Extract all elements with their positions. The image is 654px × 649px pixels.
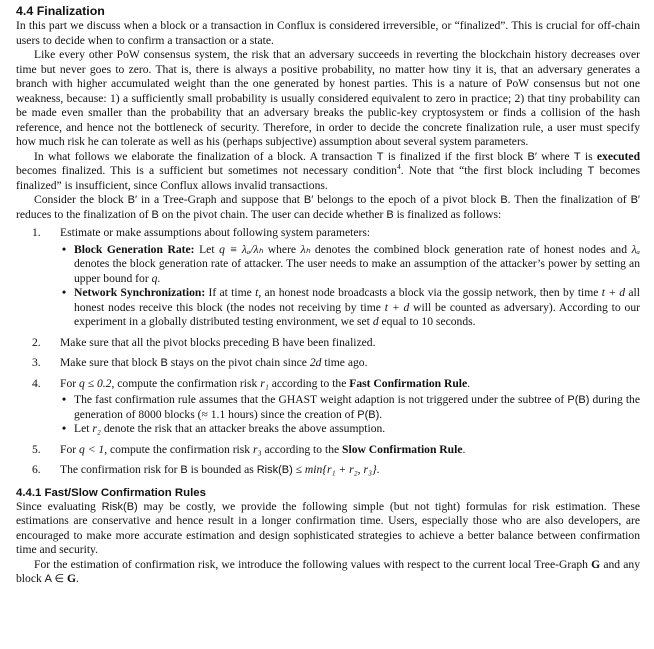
list-item-step-3: 3. Make sure that block B stays on the pivot chain since 2d time ago. (32, 356, 368, 369)
fast-rule-bullets (60, 393, 640, 437)
list-item-step-5: 5. For q < 1, compute the confirmation risk r₃ according to the Slow Confirmation Rule. (32, 442, 466, 456)
paragraph-risk-estimation: Since evaluating Risk(B) may be costly, we provide the following simple (but not tight) formulas for risk estimation. These estimations are conservative and hence result in a longer confirmation time. Users, especially those who are also developers, are encouraged to make more accurate estimation and design sophisticated strategies to achieve a better balance between confirmation time and security. (16, 499, 640, 556)
section-number: 4.4 (16, 4, 34, 18)
list-item-step-6: 6. The confirmation risk for B is bounded as Risk(B) ≤ min{r₁ + r₂, r₃}. (32, 463, 380, 476)
symbol-T: T (376, 150, 384, 163)
paragraph-pow-risk: Like every other PoW consensus system, the risk that an adversary succeeds in reverting the blockchain history decreases over time but never goes to zero. That is, there is always a positive probability, no matter how tiny it is, that an adversary generates a branch with higher accumulated weight than the one generated by honest parties. This is a nature of PoW consensus but not one weakness, because: 1) a sufficiently small probability is usually considered equivalent to zero in practice; 2) that tiny probability can be made even smaller than the probability that an adversary breaks the public-key cryptosystem or finds a collision of the hash reference, and hence not the bottleneck of security. Therefore, in order to decide the concrete finalization rule, a user must specify how much risk he can tolerate as well as his (perhaps subjective) assumption about several system parameters. (16, 48, 640, 148)
parameter-bullets (60, 243, 640, 330)
subsection-heading (16, 486, 640, 500)
bullet-block-generation-rate: • Block Generation Rate: Let q ≡ λₐ/λₕ where λₕ denotes the combined block generation rate of honest nodes and λₐ denotes the block generation rate of attacker. The user needs to make an assumption of the attacker’s power by setting an upper bound for q. (60, 243, 640, 287)
section-heading (16, 4, 640, 19)
bullet-risk-r2: • Let r₂ denote the risk that an attacker breaks the above assumption. (60, 422, 640, 437)
subsection-number: 4.4.1 (16, 486, 42, 499)
paragraph-value-definitions: For the estimation of confirmation risk, we introduce the following values with respect to the current local Tree-Graph G and any block A ∈ G. (16, 557, 640, 585)
symbol-B-prime: B′ (527, 150, 537, 163)
paragraph-pivot-reduction: Consider the block B′ in a Tree-Graph and suppose that B′ belongs to the epoch of a pivot block B. Then the finalization of B′ reduces to the finalization of B on the pivot chain. The user can decide whether B is finalized as follows: (16, 193, 640, 221)
slow-confirmation-rule-ref: Slow Confirmation Rule (342, 442, 463, 456)
bullet-ghast-assumption: • The fast confirmation rule assumes that the GHAST weight adaption is not triggered under the subtree of P(B) during the generation of 8000 blocks (≈ 1.1 hours) since the creation of P(B). (60, 393, 640, 422)
list-item-step-1: 1. Estimate or make assumptions about following system parameters: • Block Generation Rate: Let q ≡ λₐ/λₕ where λₕ denotes the combined block generation rate of honest nodes and λₐ denotes the block generation rate of attacker. The user needs to make an assumption of the attacker’s power by setting an upper bound for q. • Network Synchronization: If at time t, an honest node broadcasts a block via the gossip network, then by time t + d all honest nodes receive this block (the nodes not receiving by time t + d will be counted as adversary). According to our experiment in a globally distributed testing environment, we set d equal to 10 seconds. (16, 226, 640, 330)
bullet-network-synchronization: • Network Synchronization: If at time t, an honest node broadcasts a block via the gossip network, then by time t + d all honest nodes receive this block (the nodes not receiving by time t + d will be counted as adversary). According to our experiment in a globally distributed testing environment, we set d equal to 10 seconds. (60, 286, 640, 330)
paragraph-intro: In this part we discuss when a block or a transaction in Conflux is considered irreversible, or “finalized”. This is crucial for off-chain users to decide when to confirm a transaction or a state. (16, 19, 640, 47)
subsection-title: Fast/Slow Confirmation Rules (44, 486, 206, 499)
list-item-step-2: 2. Make sure that all the pivot blocks preceding B have been finalized. (32, 335, 376, 349)
section-title: Finalization (36, 4, 105, 18)
list-item-step-4: 4. For q ≤ 0.2, compute the confirmation risk r₁ according to the Fast Confirmation Rule. • The fast confirmation rule assumes that the GHAST weight adaption is not triggered under the subtree of P(B) during the generation of 8000 blocks (≈ 1.1 hours) since the creation of P(B). • Let r₂ denote the risk that an attacker breaks the above assumption. (16, 377, 640, 437)
emphasis-executed: executed (596, 149, 641, 163)
finalization-steps-list (16, 226, 640, 478)
paragraph-transaction-finality: In what follows we elaborate the finalization of a block. A transaction T is finalized if the first block B′ where T is executed becomes finalized. This is a sufficient but sometimes not necessary condition$^4$. Note that “the first block including T becomes finalized” is insufficient, since Conflux allows invalid transactions. (16, 149, 641, 192)
footnote-marker[interactable]: 4 (396, 162, 401, 172)
fast-confirmation-rule-ref: Fast Confirmation Rule (349, 376, 468, 390)
